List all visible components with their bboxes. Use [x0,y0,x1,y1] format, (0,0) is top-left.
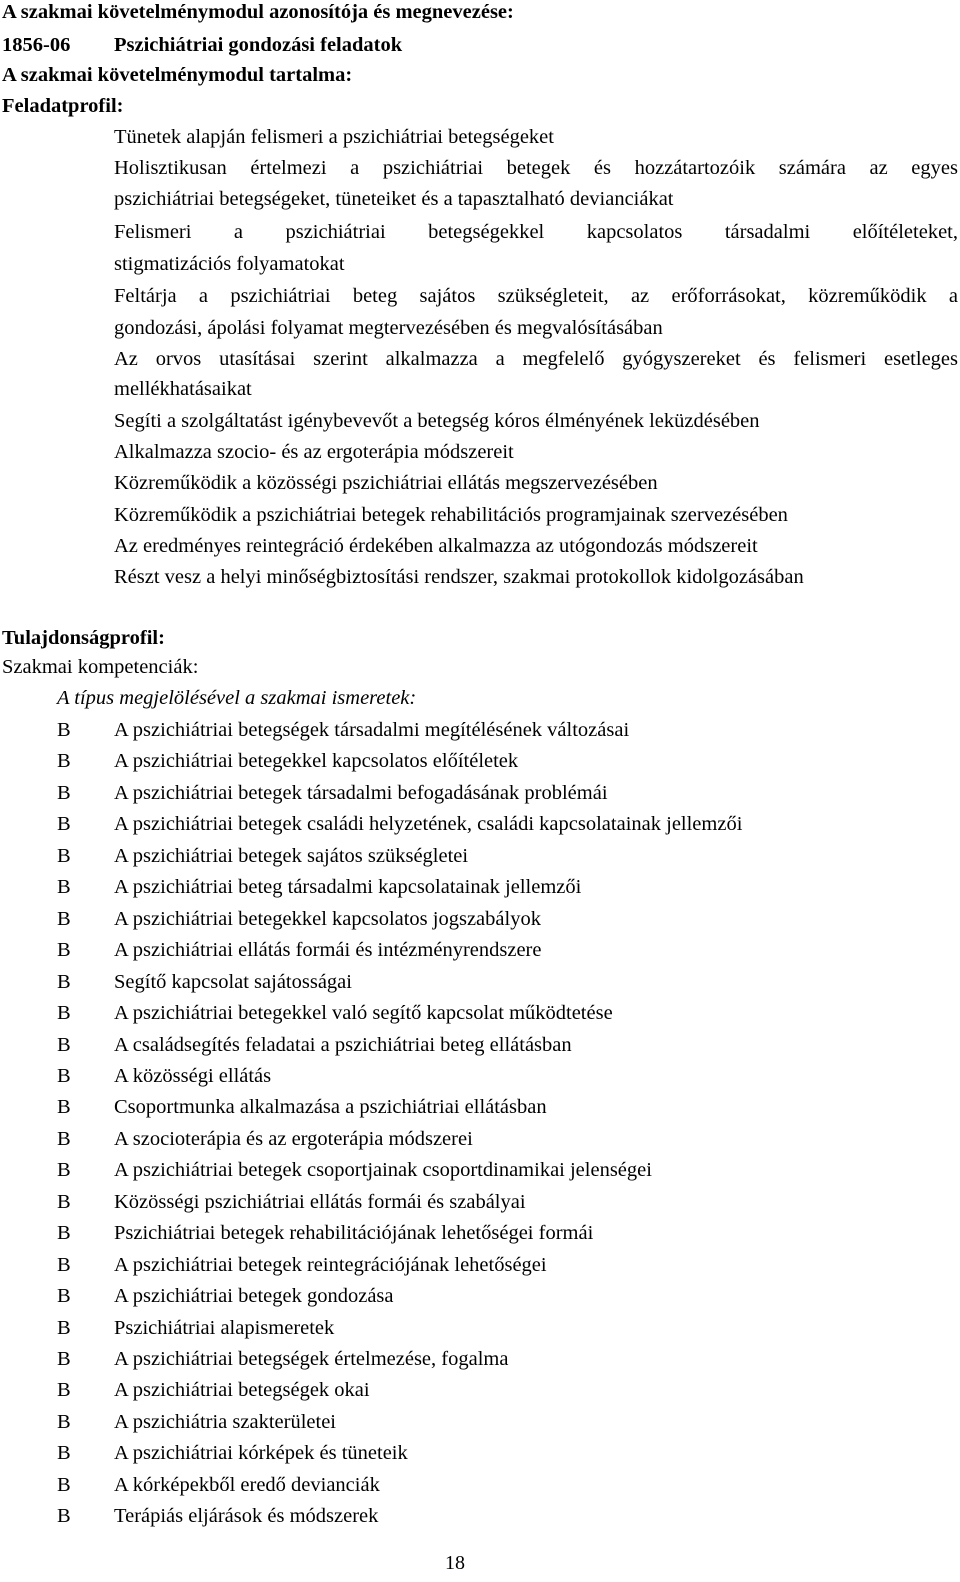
knowledge-text: A pszichiátriai betegek társadalmi befogadásának problémái [114,782,608,804]
page-number: 18 [445,1552,465,1574]
task-item: Közreműködik a pszichiátriai betegek rehabilitációs programjainak szervezésében [114,504,788,526]
knowledge-text: A szocioterápia és az ergoterápia módszerei [114,1128,473,1150]
knowledge-type: B [57,1317,71,1339]
knowledge-type: B [57,813,71,835]
knowledge-type: B [57,1159,71,1181]
knowledge-text: Terápiás eljárások és módszerek [114,1505,379,1527]
knowledge-type: B [57,971,71,993]
knowledge-text: A pszichiátriai betegek csoportjainak csoportdinamikai jelenségei [114,1159,652,1181]
knowledge-type: B [57,939,71,961]
knowledge-text: Pszichiátriai betegek rehabilitációjának lehetőségei formái [114,1222,594,1244]
module-name: Pszichiátriai gondozási feladatok [114,34,403,56]
task-item: Alkalmazza szocio- és az ergoterápia módszereit [114,441,514,463]
knowledge-type: B [57,1191,71,1213]
task-item: Segíti a szolgáltatást igénybevevőt a betegség kóros élményének leküzdésében [114,410,760,432]
knowledge-type: B [57,1285,71,1307]
knowledge-text: A pszichiátria szakterületei [114,1411,336,1433]
task-item: Feltárja a pszichiátriai beteg sajátos szükségleteit, az erőforrásokat, közreműködik a [114,285,958,307]
knowledge-text: Közösségi pszichiátriai ellátás formái és szabályai [114,1191,526,1213]
task-item-continuation: mellékhatásaikat [114,378,252,400]
knowledge-type: B [57,1411,71,1433]
task-item: Részt vesz a helyi minőségbiztosítási rendszer, szakmai protokollok kidolgozásában [114,566,804,588]
knowledge-text: A közösségi ellátás [114,1065,272,1087]
task-item: Felismeri a pszichiátriai betegségekkel kapcsolatos társadalmi előítéleteket, [114,221,958,243]
knowledge-type: B [57,1128,71,1150]
knowledge-type: B [57,1348,71,1370]
knowledge-type: B [57,1065,71,1087]
task-item: Holisztikusan értelmezi a pszichiátriai betegek és hozzátartozóik számára az egyes [114,157,958,179]
knowledge-type: B [57,719,71,741]
knowledge-text: A pszichiátriai betegek reintegrációjának lehetőségei [114,1254,547,1276]
knowledge-type: B [57,1474,71,1496]
knowledge-text: A pszichiátriai betegségek okai [114,1379,370,1401]
knowledge-type: B [57,782,71,804]
task-item: Közreműködik a közösségi pszichiátriai ellátás megszervezésében [114,472,658,494]
knowledge-text: A pszichiátriai betegségek társadalmi megítélésének változásai [114,719,630,741]
module-code: 1856-06 [2,34,71,56]
knowledge-type: B [57,1505,71,1527]
knowledge-text: Segítő kapcsolat sajátosságai [114,971,352,993]
knowledge-text: A családsegítés feladatai a pszichiátriai beteg ellátásban [114,1034,572,1056]
task-item: Az orvos utasításai szerint alkalmazza a megfelelő gyógyszereket és felismeri esetleges [114,348,958,370]
knowledge-type: B [57,1442,71,1464]
knowledge-text: A pszichiátriai betegek családi helyzetének, családi kapcsolatainak jellemzői [114,813,743,835]
knowledge-text: A pszichiátriai betegekkel kapcsolatos jogszabályok [114,908,541,930]
knowledge-type: B [57,1379,71,1401]
knowledge-text: Pszichiátriai alapismeretek [114,1317,335,1339]
knowledge-text: A pszichiátriai betegek gondozása [114,1285,394,1307]
content-heading: A szakmai követelménymodul tartalma: [2,64,353,86]
task-item-continuation: pszichiátriai betegségeket, tüneteiket és a tapasztalható devianciákat [114,188,674,210]
module-heading: A szakmai követelménymodul azonosítója és megnevezése: [2,1,514,23]
knowledge-type: B [57,1096,71,1118]
knowledge-text: A pszichiátriai betegek sajátos szükségletei [114,845,469,867]
knowledge-text: A pszichiátriai betegségek értelmezése, fogalma [114,1348,509,1370]
knowledge-type: B [57,1254,71,1276]
knowledge-text: A pszichiátriai kórképek és tüneteik [114,1442,408,1464]
knowledge-text: A kórképekből eredő devianciák [114,1474,380,1496]
knowledge-heading: A típus megjelölésével a szakmai ismeretek: [57,687,417,709]
knowledge-type: B [57,845,71,867]
task-item-continuation: gondozási, ápolási folyamat megtervezésében és megvalósításában [114,317,663,339]
knowledge-text: A pszichiátriai beteg társadalmi kapcsolatainak jellemzői [114,876,582,898]
task-item-continuation: stigmatizációs folyamatokat [114,253,345,275]
knowledge-type: B [57,908,71,930]
knowledge-text: Csoportmunka alkalmazása a pszichiátriai ellátásban [114,1096,547,1118]
task-profile-heading: Feladatprofil: [2,95,124,117]
task-item: Az eredményes reintegráció érdekében alkalmazza az utógondozás módszereit [114,535,758,557]
property-profile-heading: Tulajdonságprofil: [2,627,165,649]
knowledge-type: B [57,1002,71,1024]
knowledge-text: A pszichiátriai betegekkel való segítő kapcsolat működtetése [114,1002,613,1024]
knowledge-type: B [57,750,71,772]
competence-heading: Szakmai kompetenciák: [2,656,199,678]
knowledge-type: B [57,1034,71,1056]
task-item: Tünetek alapján felismeri a pszichiátriai betegségeket [114,126,554,148]
knowledge-text: A pszichiátriai ellátás formái és intézményrendszere [114,939,542,961]
knowledge-type: B [57,1222,71,1244]
knowledge-text: A pszichiátriai betegekkel kapcsolatos előítéletek [114,750,519,772]
knowledge-type: B [57,876,71,898]
